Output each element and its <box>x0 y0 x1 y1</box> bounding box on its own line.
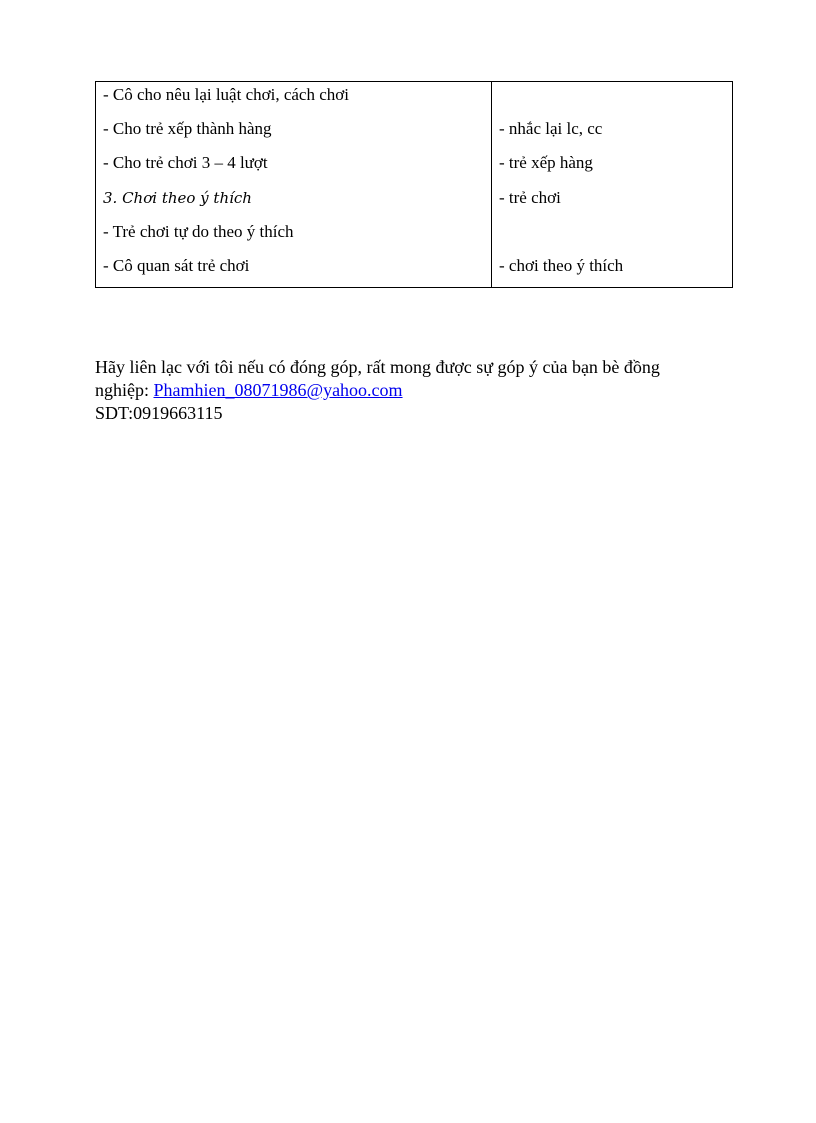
table-row <box>96 82 733 288</box>
left-line-1: - Cô cho nêu lại luật chơi, cách chơi <box>103 85 349 104</box>
contact-prefix: nghiệp: <box>95 380 154 400</box>
phone-line: SDT:0919663115 <box>95 403 223 423</box>
contact-block <box>95 356 735 425</box>
email-link[interactable]: Phamhien_08071986@yahoo.com <box>153 380 403 400</box>
activity-table <box>95 81 733 288</box>
right-line-6: - chơi theo ý thích <box>499 256 624 276</box>
contact-line-1: Hãy liên lạc với tôi nếu có đóng góp, rất mong được sự góp ý của bạn bè đồng <box>95 357 660 377</box>
right-line-5 <box>492 219 732 253</box>
right-line-3: - trẻ xếp hàng <box>499 153 593 173</box>
left-line-5: - Trẻ chơi tự do theo ý thích <box>103 221 294 241</box>
right-line-1 <box>492 82 732 116</box>
child-activity-cell <box>492 82 733 288</box>
teacher-activity-cell <box>96 82 492 288</box>
left-line-4-heading: 3. Chơi theo ý thích <box>103 188 252 207</box>
contact-line-2 <box>95 379 735 402</box>
left-line-3: - Cho trẻ chơi 3 – 4 lượt <box>103 153 268 173</box>
left-line-6: - Cô quan sát trẻ chơi <box>103 256 250 276</box>
right-line-4: - trẻ chơi <box>499 187 561 207</box>
left-line-2: - Cho trẻ xếp thành hàng <box>103 119 272 138</box>
right-line-2: - nhắc lại lc, cc <box>499 119 603 138</box>
